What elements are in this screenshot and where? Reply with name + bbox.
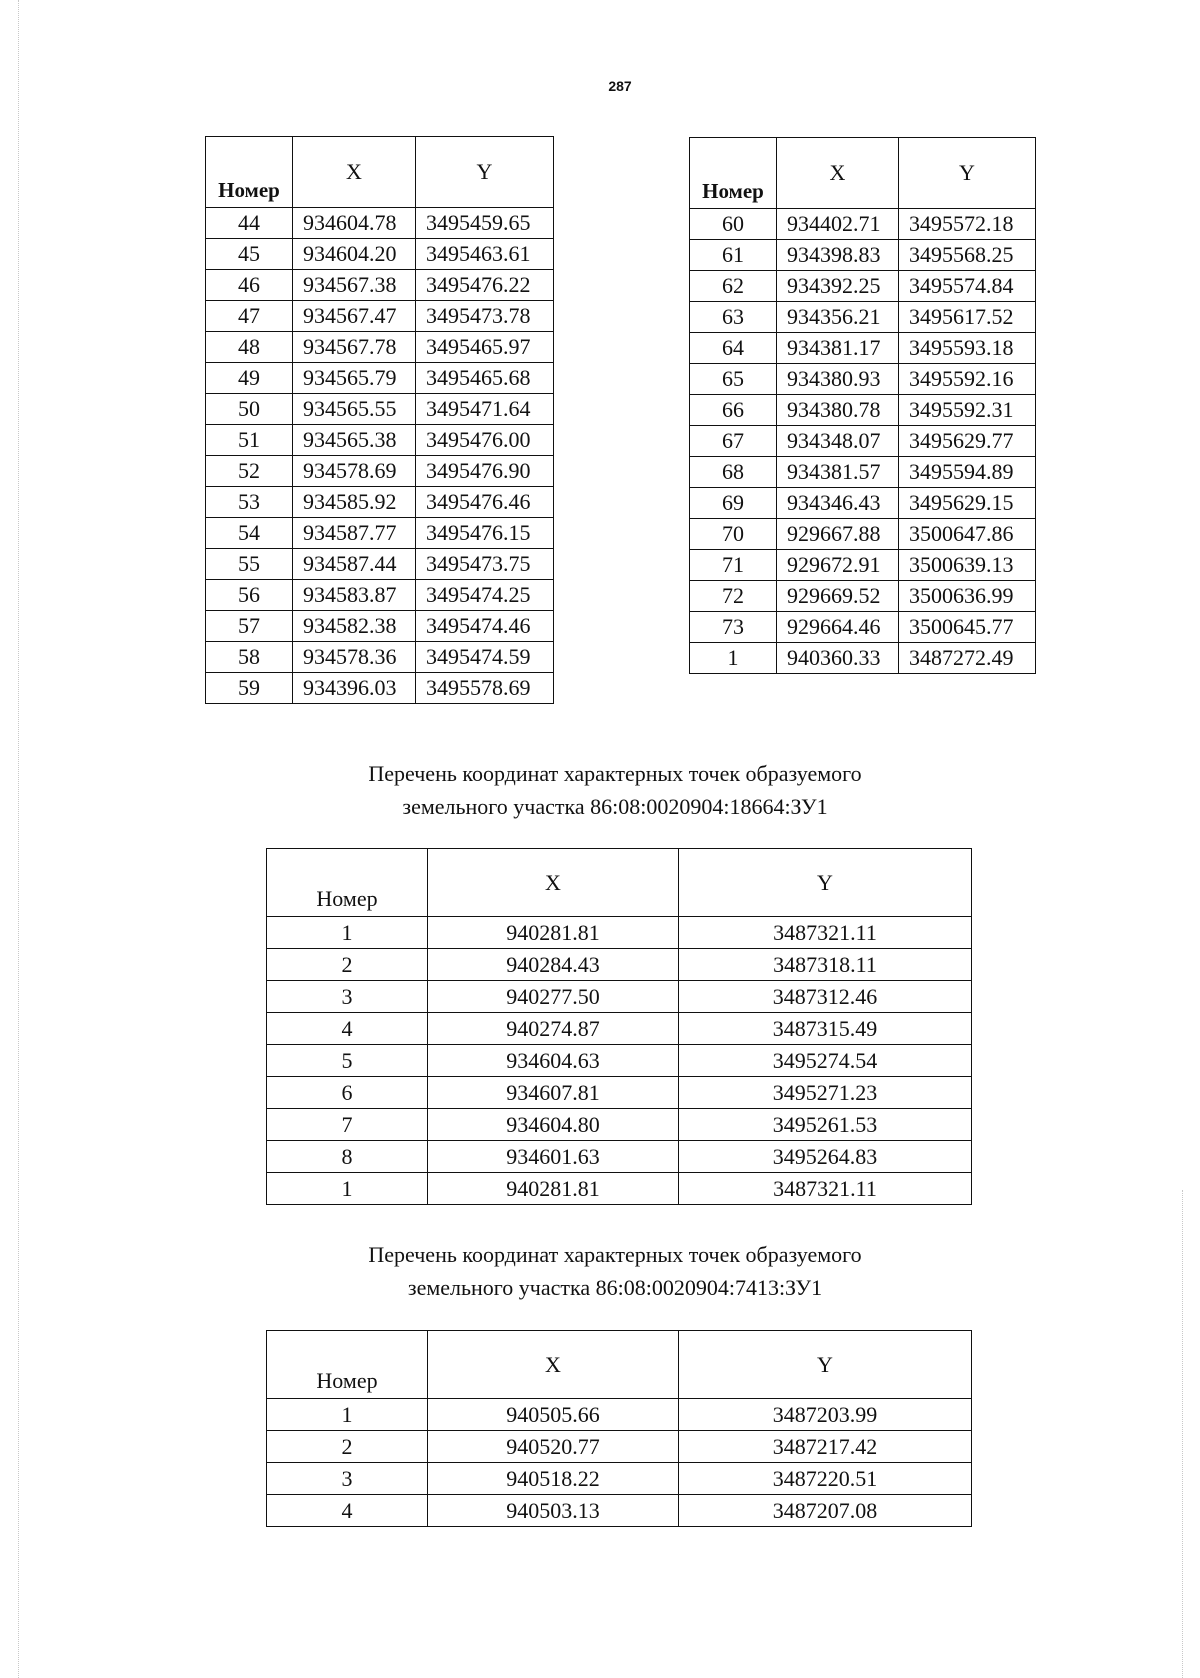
table-row — [267, 1431, 972, 1463]
table-header-row — [690, 138, 1036, 209]
table-row — [690, 519, 1036, 550]
x-coordinate-cell: 940274.87 — [428, 1013, 679, 1045]
point-number-cell: 3 — [267, 1463, 428, 1495]
table-row — [206, 549, 554, 580]
column-header-y: Y — [679, 1331, 972, 1399]
column-header-y: Y — [416, 137, 554, 208]
y-coordinate-cell: 3495476.46 — [416, 487, 554, 518]
point-number-cell: 1 — [267, 1173, 428, 1205]
x-coordinate-cell: 934582.38 — [293, 611, 416, 642]
point-number-cell: 4 — [267, 1013, 428, 1045]
table-row — [206, 425, 554, 456]
column-header-x: X — [777, 138, 899, 209]
point-number-cell: 69 — [690, 488, 777, 519]
table-row — [690, 333, 1036, 364]
table-row — [690, 271, 1036, 302]
y-coordinate-cell: 3495629.77 — [899, 426, 1036, 457]
y-coordinate-cell: 3495574.84 — [899, 271, 1036, 302]
point-number-cell: 71 — [690, 550, 777, 581]
y-coordinate-cell: 3487315.49 — [679, 1013, 972, 1045]
point-number-cell: 48 — [206, 332, 293, 363]
table-row — [267, 981, 972, 1013]
x-coordinate-cell: 934392.25 — [777, 271, 899, 302]
point-number-cell: 5 — [267, 1045, 428, 1077]
x-coordinate-cell: 940360.33 — [777, 643, 899, 674]
point-number-cell: 47 — [206, 301, 293, 332]
point-number-cell: 62 — [690, 271, 777, 302]
table-row — [267, 949, 972, 981]
x-coordinate-cell: 929667.88 — [777, 519, 899, 550]
x-coordinate-cell: 934565.79 — [293, 363, 416, 394]
table-row — [206, 208, 554, 239]
point-number-cell: 70 — [690, 519, 777, 550]
table-row — [690, 395, 1036, 426]
table-row — [206, 363, 554, 394]
table-row — [267, 1045, 972, 1077]
y-coordinate-cell: 3500636.99 — [899, 581, 1036, 612]
x-coordinate-cell: 940277.50 — [428, 981, 679, 1013]
y-coordinate-cell: 3495629.15 — [899, 488, 1036, 519]
table-row — [206, 394, 554, 425]
x-coordinate-cell: 934396.03 — [293, 673, 416, 704]
point-number-cell: 1 — [690, 643, 777, 674]
y-coordinate-cell: 3487217.42 — [679, 1431, 972, 1463]
x-coordinate-cell: 929672.91 — [777, 550, 899, 581]
table-row — [690, 209, 1036, 240]
point-number-cell: 63 — [690, 302, 777, 333]
table-row — [206, 580, 554, 611]
y-coordinate-cell: 3487207.08 — [679, 1495, 972, 1527]
table-row — [690, 581, 1036, 612]
table-row — [690, 426, 1036, 457]
table-row — [206, 456, 554, 487]
table-row — [267, 1013, 972, 1045]
y-coordinate-cell: 3495592.16 — [899, 364, 1036, 395]
y-coordinate-cell: 3487318.11 — [679, 949, 972, 981]
table-header-row — [267, 849, 972, 917]
table-row — [267, 1141, 972, 1173]
point-number-cell: 67 — [690, 426, 777, 457]
y-coordinate-cell: 3495593.18 — [899, 333, 1036, 364]
section-caption-7413 — [250, 1238, 980, 1304]
x-coordinate-cell: 934565.55 — [293, 394, 416, 425]
point-number-cell: 46 — [206, 270, 293, 301]
y-coordinate-cell: 3495617.52 — [899, 302, 1036, 333]
point-number-cell: 1 — [267, 917, 428, 949]
x-coordinate-cell: 934348.07 — [777, 426, 899, 457]
point-number-cell: 45 — [206, 239, 293, 270]
caption-line-1: Перечень координат характерных точек образуемого — [368, 761, 862, 786]
point-number-cell: 57 — [206, 611, 293, 642]
x-coordinate-cell: 934346.43 — [777, 488, 899, 519]
x-coordinate-cell: 934601.63 — [428, 1141, 679, 1173]
y-coordinate-cell: 3495578.69 — [416, 673, 554, 704]
x-coordinate-cell: 934567.38 — [293, 270, 416, 301]
table-row — [690, 457, 1036, 488]
y-coordinate-cell: 3500645.77 — [899, 612, 1036, 643]
y-coordinate-cell: 3495473.78 — [416, 301, 554, 332]
point-number-cell: 64 — [690, 333, 777, 364]
column-header-number: Номер — [267, 849, 428, 917]
point-number-cell: 51 — [206, 425, 293, 456]
caption-line-2: земельного участка 86:08:0020904:18664:ЗУ1 — [402, 794, 828, 819]
y-coordinate-cell: 3500639.13 — [899, 550, 1036, 581]
coordinates-table-7413 — [266, 1330, 972, 1527]
point-number-cell: 6 — [267, 1077, 428, 1109]
column-header-x: X — [428, 1331, 679, 1399]
y-coordinate-cell: 3495465.97 — [416, 332, 554, 363]
scan-right-edge — [1182, 1190, 1184, 1678]
point-number-cell: 52 — [206, 456, 293, 487]
x-coordinate-cell: 934380.93 — [777, 364, 899, 395]
point-number-cell: 2 — [267, 1431, 428, 1463]
y-coordinate-cell: 3495261.53 — [679, 1109, 972, 1141]
point-number-cell: 53 — [206, 487, 293, 518]
point-number-cell: 59 — [206, 673, 293, 704]
table-row — [267, 1463, 972, 1495]
point-number-cell: 55 — [206, 549, 293, 580]
table-row — [267, 1173, 972, 1205]
column-header-x: X — [293, 137, 416, 208]
x-coordinate-cell: 929669.52 — [777, 581, 899, 612]
y-coordinate-cell: 3495592.31 — [899, 395, 1036, 426]
y-coordinate-cell: 3495594.89 — [899, 457, 1036, 488]
x-coordinate-cell: 940281.81 — [428, 1173, 679, 1205]
scan-left-edge — [18, 0, 20, 1678]
x-coordinate-cell: 934381.57 — [777, 457, 899, 488]
y-coordinate-cell: 3495474.59 — [416, 642, 554, 673]
x-coordinate-cell: 934380.78 — [777, 395, 899, 426]
x-coordinate-cell: 934585.92 — [293, 487, 416, 518]
table-row — [690, 488, 1036, 519]
point-number-cell: 7 — [267, 1109, 428, 1141]
y-coordinate-cell: 3495463.61 — [416, 239, 554, 270]
y-coordinate-cell: 3495474.46 — [416, 611, 554, 642]
x-coordinate-cell: 934604.63 — [428, 1045, 679, 1077]
coordinates-table-1 — [205, 136, 554, 704]
point-number-cell: 3 — [267, 981, 428, 1013]
point-number-cell: 49 — [206, 363, 293, 394]
x-coordinate-cell: 940503.13 — [428, 1495, 679, 1527]
y-coordinate-cell: 3495568.25 — [899, 240, 1036, 271]
x-coordinate-cell: 934587.77 — [293, 518, 416, 549]
point-number-cell: 73 — [690, 612, 777, 643]
coordinates-table-18664 — [266, 848, 972, 1205]
y-coordinate-cell: 3495474.25 — [416, 580, 554, 611]
table-row — [690, 612, 1036, 643]
x-coordinate-cell: 940505.66 — [428, 1399, 679, 1431]
table-row — [206, 301, 554, 332]
x-coordinate-cell: 934578.36 — [293, 642, 416, 673]
table-header-row — [206, 137, 554, 208]
point-number-cell: 68 — [690, 457, 777, 488]
x-coordinate-cell: 934398.83 — [777, 240, 899, 271]
table-row — [206, 332, 554, 363]
y-coordinate-cell: 3495264.83 — [679, 1141, 972, 1173]
table-row — [267, 917, 972, 949]
section-caption-18664 — [250, 757, 980, 823]
x-coordinate-cell: 934607.81 — [428, 1077, 679, 1109]
table-row — [690, 550, 1036, 581]
caption-line-2: земельного участка 86:08:0020904:7413:ЗУ1 — [407, 1275, 823, 1300]
table-row — [206, 487, 554, 518]
y-coordinate-cell: 3495459.65 — [416, 208, 554, 239]
column-header-y: Y — [899, 138, 1036, 209]
x-coordinate-cell: 934565.38 — [293, 425, 416, 456]
table-row — [267, 1399, 972, 1431]
y-coordinate-cell: 3495271.23 — [679, 1077, 972, 1109]
y-coordinate-cell: 3487321.11 — [679, 1173, 972, 1205]
coordinates-table-2 — [689, 137, 1036, 674]
y-coordinate-cell: 3495476.22 — [416, 270, 554, 301]
y-coordinate-cell: 3487312.46 — [679, 981, 972, 1013]
y-coordinate-cell: 3495572.18 — [899, 209, 1036, 240]
table-row — [267, 1077, 972, 1109]
x-coordinate-cell: 934583.87 — [293, 580, 416, 611]
y-coordinate-cell: 3487220.51 — [679, 1463, 972, 1495]
table-row — [206, 270, 554, 301]
x-coordinate-cell: 934356.21 — [777, 302, 899, 333]
x-coordinate-cell: 934604.78 — [293, 208, 416, 239]
table-row — [206, 239, 554, 270]
x-coordinate-cell: 934604.80 — [428, 1109, 679, 1141]
x-coordinate-cell: 934381.17 — [777, 333, 899, 364]
table-row — [206, 673, 554, 704]
point-number-cell: 54 — [206, 518, 293, 549]
y-coordinate-cell: 3495476.00 — [416, 425, 554, 456]
point-number-cell: 58 — [206, 642, 293, 673]
y-coordinate-cell: 3495471.64 — [416, 394, 554, 425]
y-coordinate-cell: 3495274.54 — [679, 1045, 972, 1077]
column-header-x: X — [428, 849, 679, 917]
y-coordinate-cell: 3500647.86 — [899, 519, 1036, 550]
column-header-number: Номер — [267, 1331, 428, 1399]
y-coordinate-cell: 3495476.15 — [416, 518, 554, 549]
point-number-cell: 2 — [267, 949, 428, 981]
x-coordinate-cell: 934578.69 — [293, 456, 416, 487]
x-coordinate-cell: 934587.44 — [293, 549, 416, 580]
y-coordinate-cell: 3487272.49 — [899, 643, 1036, 674]
x-coordinate-cell: 940281.81 — [428, 917, 679, 949]
table-row — [206, 642, 554, 673]
x-coordinate-cell: 929664.46 — [777, 612, 899, 643]
y-coordinate-cell: 3487203.99 — [679, 1399, 972, 1431]
table-row — [267, 1109, 972, 1141]
page-number: 287 — [608, 78, 632, 94]
column-header-number: Номер — [690, 138, 777, 209]
caption-line-1: Перечень координат характерных точек образуемого — [368, 1242, 862, 1267]
table-row — [206, 611, 554, 642]
point-number-cell: 1 — [267, 1399, 428, 1431]
table-row — [690, 643, 1036, 674]
table-row — [690, 364, 1036, 395]
table-row — [690, 240, 1036, 271]
table-row — [206, 518, 554, 549]
table-header-row — [267, 1331, 972, 1399]
point-number-cell: 50 — [206, 394, 293, 425]
point-number-cell: 4 — [267, 1495, 428, 1527]
point-number-cell: 66 — [690, 395, 777, 426]
x-coordinate-cell: 940520.77 — [428, 1431, 679, 1463]
column-header-number: Номер — [206, 137, 293, 208]
point-number-cell: 8 — [267, 1141, 428, 1173]
table-row — [690, 302, 1036, 333]
y-coordinate-cell: 3495476.90 — [416, 456, 554, 487]
y-coordinate-cell: 3495465.68 — [416, 363, 554, 394]
point-number-cell: 56 — [206, 580, 293, 611]
point-number-cell: 44 — [206, 208, 293, 239]
point-number-cell: 61 — [690, 240, 777, 271]
column-header-y: Y — [679, 849, 972, 917]
x-coordinate-cell: 934604.20 — [293, 239, 416, 270]
y-coordinate-cell: 3495473.75 — [416, 549, 554, 580]
point-number-cell: 72 — [690, 581, 777, 612]
x-coordinate-cell: 934567.78 — [293, 332, 416, 363]
point-number-cell: 60 — [690, 209, 777, 240]
x-coordinate-cell: 934402.71 — [777, 209, 899, 240]
table-row — [267, 1495, 972, 1527]
x-coordinate-cell: 940518.22 — [428, 1463, 679, 1495]
y-coordinate-cell: 3487321.11 — [679, 917, 972, 949]
x-coordinate-cell: 934567.47 — [293, 301, 416, 332]
x-coordinate-cell: 940284.43 — [428, 949, 679, 981]
point-number-cell: 65 — [690, 364, 777, 395]
